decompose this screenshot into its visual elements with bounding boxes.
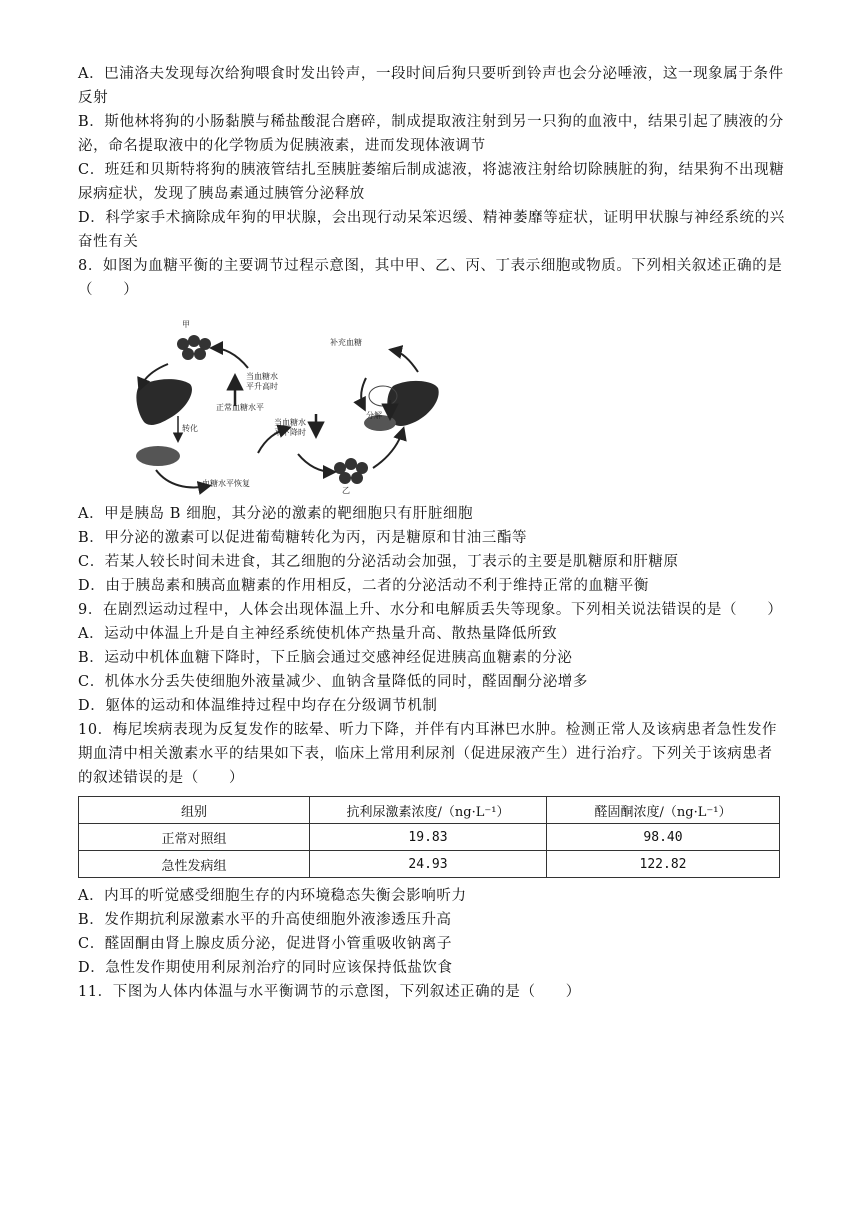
cell-cluster-jia-icon bbox=[177, 335, 211, 360]
q9-option-d: D．躯体的运动和体温维持过程中均存在分级调节机制 bbox=[78, 698, 438, 714]
table-header: 组别 bbox=[79, 797, 310, 824]
q8-option-a: A．甲是胰岛 B 细胞，其分泌的激素的靶细胞只有肝脏细胞 bbox=[78, 506, 474, 522]
glycogen-left-icon bbox=[136, 446, 180, 466]
table-header: 抗利尿激素浓度/（ng·L⁻¹） bbox=[310, 797, 547, 824]
label-decompose: 分解 bbox=[366, 411, 382, 420]
q10-option-d: D．急性发作期使用利尿剂治疗的同时应该保持低盐饮食 bbox=[78, 960, 453, 976]
table-row bbox=[79, 851, 780, 878]
label-supplement: 补充血糖 bbox=[330, 338, 362, 347]
diagram-drawing bbox=[98, 308, 458, 498]
label-fall: 当血糖水 平下降时 bbox=[274, 418, 306, 437]
q8-stem-blank: （ ） bbox=[78, 282, 139, 298]
table-cell: 19.83 bbox=[310, 824, 547, 851]
text-line: A．巴浦洛夫发现每次给狗喂食时发出铃声，一段时间后狗只要听到铃声也会分泌唾液，这一现象属于条件 bbox=[78, 66, 784, 82]
text-line: 泌，命名提取液中的化学物质为促胰液素，进而发现体液调节 bbox=[78, 138, 486, 154]
liver-right-icon bbox=[387, 381, 438, 426]
cell-cluster-yi-icon bbox=[334, 458, 368, 484]
q8-option-c: C．若某人较长时间未进食，其乙细胞的分泌活动会加强，丁表示的主要是肌糖原和肝糖原 bbox=[78, 554, 679, 570]
q7-option-c bbox=[78, 158, 785, 206]
q7-option-b bbox=[78, 110, 784, 158]
text-line: 奋性有关 bbox=[78, 234, 139, 250]
q10-stem: 的叙述错误的是（ ） bbox=[78, 770, 245, 786]
q8-option-d: D．由于胰岛素和胰高血糖素的作用相反，二者的分泌活动不利于维持正常的血糖平衡 bbox=[78, 578, 649, 594]
q9-option-b: B．运动中机体血糖下降时，下丘脑会通过交感神经促进胰高血糖素的分泌 bbox=[78, 650, 573, 666]
q8-stem: 8．如图为血糖平衡的主要调节过程示意图，其中甲、乙、丙、丁表示细胞或物质。下列相关叙述正确的是 bbox=[78, 258, 783, 274]
label-yi: 乙 bbox=[342, 486, 350, 495]
q9-option-c: C．机体水分丢失使细胞外液量减少、血钠含量降低的同时，醛固酮分泌增多 bbox=[78, 674, 588, 690]
exam-page bbox=[78, 62, 785, 1004]
hormone-table bbox=[78, 796, 780, 878]
q10-option-a: A．内耳的听觉感受细胞生存的内环境稳态失衡会影响听力 bbox=[78, 888, 467, 904]
q11-stem: 11．下图为人体内体温与水平衡调节的示意图，下列叙述正确的是（ ） bbox=[78, 984, 581, 1000]
q9-option-a: A．运动中体温上升是自主神经系统使机体产热量升高、散热量降低所致 bbox=[78, 626, 558, 642]
blood-sugar-diagram bbox=[98, 308, 458, 498]
q10-stem: 10．梅尼埃病表现为反复发作的眩晕、听力下降，并伴有内耳淋巴水肿。检测正常人及该病患者急性发作 bbox=[78, 722, 778, 738]
text-line: C．班廷和贝斯特将狗的胰液管结扎至胰脏萎缩后制成滤液，将滤液注射给切除胰脏的狗，结果狗不出现糖 bbox=[78, 162, 785, 178]
label-convert: 转化 bbox=[182, 424, 198, 433]
table-cell: 122.82 bbox=[547, 851, 780, 878]
label-normal: 正常血糖水平 bbox=[216, 403, 264, 412]
q10-option-c: C．醛固酮由肾上腺皮质分泌，促进肾小管重吸收钠离子 bbox=[78, 936, 453, 952]
text-line: D．科学家手术摘除成年狗的甲状腺，会出现行动呆笨迟缓、精神萎靡等症状，证明甲状腺与神经系统的兴 bbox=[78, 210, 785, 226]
label-recover: 血糖水平恢复 bbox=[202, 479, 250, 488]
table-cell: 98.40 bbox=[547, 824, 780, 851]
table-header-row bbox=[79, 797, 780, 824]
liver-left-icon bbox=[136, 379, 192, 425]
table-header: 醛固酮浓度/（ng·L⁻¹） bbox=[547, 797, 780, 824]
q8-option-b: B．甲分泌的激素可以促进葡萄糖转化为丙，丙是糖原和甘油三酯等 bbox=[78, 530, 528, 546]
q7-option-a bbox=[78, 62, 784, 110]
text-line: 尿病症状，发现了胰岛素通过胰管分泌释放 bbox=[78, 186, 365, 202]
q9-stem: 9．在剧烈运动过程中，人体会出现体温上升、水分和电解质丢失等现象。下列相关说法错误的是（ ） bbox=[78, 602, 783, 618]
table-row bbox=[79, 824, 780, 851]
table-cell: 24.93 bbox=[310, 851, 547, 878]
q7-option-d bbox=[78, 206, 785, 254]
text-line: 反射 bbox=[78, 90, 109, 106]
table-cell: 急性发病组 bbox=[79, 851, 310, 878]
label-rise: 当血糖水 平升高时 bbox=[246, 372, 278, 391]
label-jia: 甲 bbox=[182, 320, 190, 329]
q10-option-b: B．发作期抗利尿激素水平的升高使细胞外液渗透压升高 bbox=[78, 912, 452, 928]
table-cell: 正常对照组 bbox=[79, 824, 310, 851]
text-line: B．斯他林将狗的小肠黏膜与稀盐酸混合磨碎，制成提取液注射到另一只狗的血液中，结果引起了胰液的分 bbox=[78, 114, 784, 130]
q10-stem: 期血清中相关激素水平的结果如下表，临床上常用利尿剂（促进尿液产生）进行治疗。下列关于该病患者 bbox=[78, 746, 773, 762]
